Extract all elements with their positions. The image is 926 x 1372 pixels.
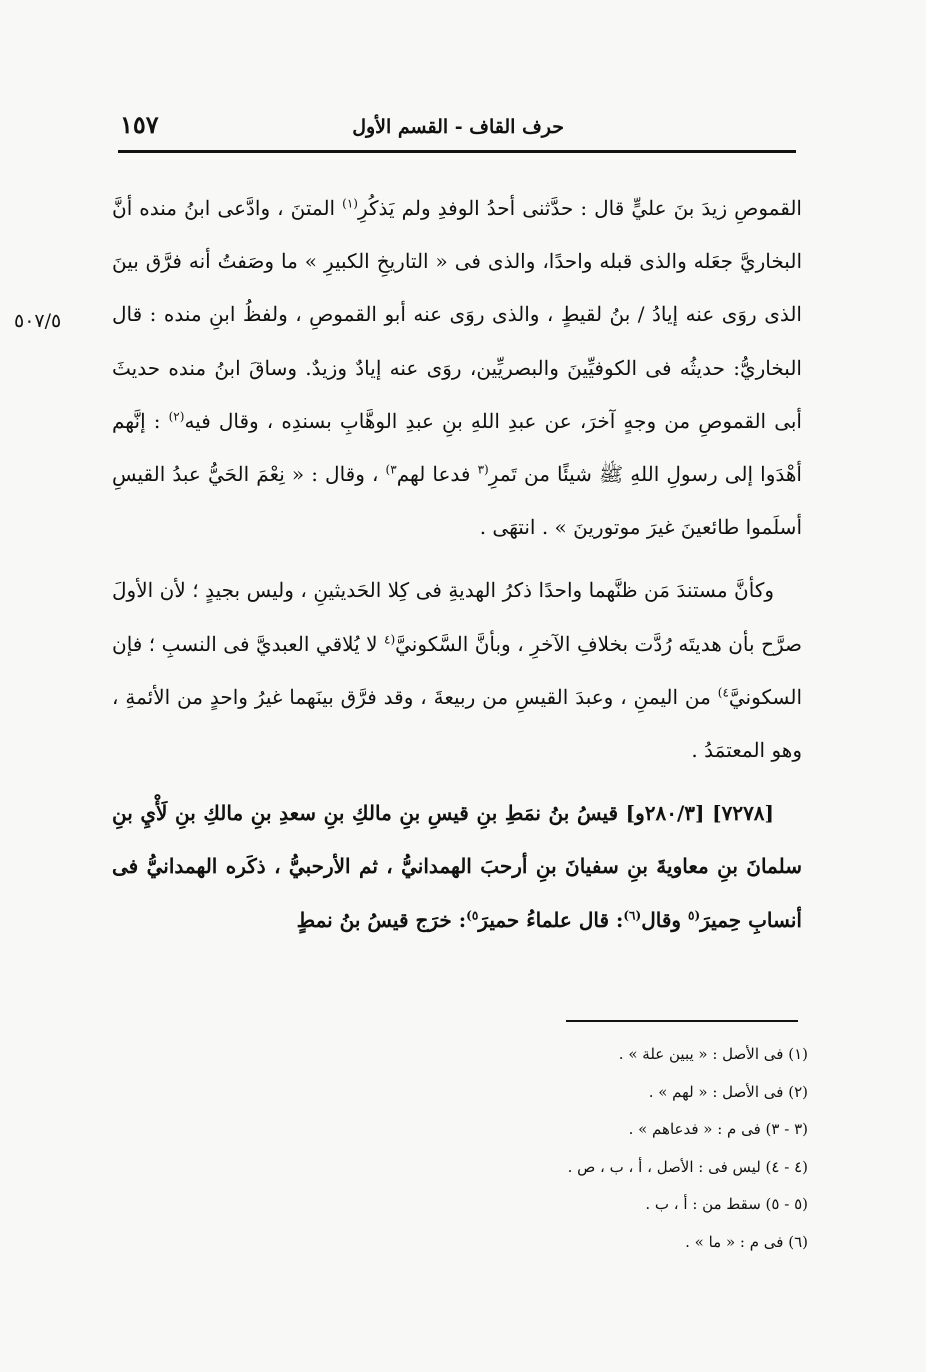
footnote-rule <box>566 1020 798 1022</box>
footnotes <box>430 1036 808 1262</box>
footnote-marker: (٦) <box>623 907 642 922</box>
paragraph-1 <box>112 182 802 554</box>
text-segment: وقال <box>641 907 688 932</box>
margin-reference: ٥٠٧/٥ <box>14 310 62 332</box>
footnote-marker: ٤) <box>717 685 729 700</box>
footnote-1: (١) فى الأصل : « يبين علة » . <box>618 1045 808 1063</box>
footnote-6: (٦) فى م : « ما » . <box>685 1232 808 1251</box>
footnote-marker: ٥) <box>466 907 479 922</box>
footnote-marker: (٤ <box>384 631 396 646</box>
running-header <box>118 108 796 152</box>
text-segment: من اليمنِ ، وعبدَ القيسِ من ربيعةَ ، وقد فرَّق بينَهما غيرُ واحدٍ من الأئمةِ ، وهو المعتمَدُ . <box>112 684 802 763</box>
footnote-marker: ٣) <box>385 462 397 477</box>
footnote-3: (٣ - ٣) فى م : « فدعاهم » . <box>628 1120 808 1139</box>
text-segment: [٧٢٧٨] [٢٨٠/٣و] قيسُ بنُ نمَطِ بنِ قيسِ بنِ مالكِ بنِ سعدِ بنِ مالكِ بنِ لَأْيِ بنِ سلمانَ بنِ معاويةَ بنِ سفيانَ بنِ أرحبَ الهمدانيُّ ، ثم الأرحبيُّ ، ذكَره الهمدانيُّ فى أنسابِ حِميرَ <box>112 801 802 932</box>
footnote-marker: (١) <box>342 196 358 211</box>
text-segment: فدعا لهم <box>396 462 478 487</box>
footnote-marker: (٣ <box>477 462 489 477</box>
text-segment: المتنَ ، وادَّعى ابنُ منده أنَّ البخاريَّ جعَله والذى قبله واحدًا، والذى فى « التاريخِ الكبيرِ » ما وصَفتُ أنه فرَّق بينَ الذى روَى عنه إيادُ / بنُ لقيطٍ ، والذى روَى عنه أبو القموصِ ، ولفظُ ابنِ منده : قال البخاريُّ: حديثُه فى الكوفيِّينَ والبصريِّين، روَى عنه إيادٌ وزيدٌ. وساقَ ابنُ منده حديثَ أبى القموصِ من وجهٍ آخرَ، عن عبدِ اللهِ بنِ عبدِ الوهَّابِ بسندِه ، وقال فيه <box>112 196 802 433</box>
footnote-marker: (٥ <box>688 907 701 922</box>
text-segment: لا يُلاقي العبديَّ فى النسبِ ؛ فإن السكونيَّ <box>112 631 802 709</box>
entry-7278 <box>112 787 802 947</box>
footnote-2: (٢) فى الأصل : « لهم » . <box>648 1082 808 1101</box>
text-segment: : قال علماءُ حميرَ <box>478 907 624 932</box>
header-rule <box>118 150 796 153</box>
main-text <box>112 182 802 947</box>
footnote-5: (٥ - ٥) سقط من : أ ، ب . <box>645 1195 808 1214</box>
running-title: حرف القاف - القسم الأول <box>352 116 564 138</box>
text-segment: وكأنَّ مستندَ مَن ظنَّهما واحدًا ذكرُ الهديةِ فى كِلا الحَديثينِ ، وليس بجيدٍ ؛ لأن الأولَ صرَّح بأن هديتَه رُدَّت بخلافِ الآخرِ ، وبأنَّ السَّكونيَّ <box>112 578 802 656</box>
text-segment: القموصِ زيدَ بنَ عليٍّ قال : حدَّثنى أحدُ الوفدِ ولم يَذكُرِ <box>357 196 802 220</box>
footnote-marker: (٢) <box>168 409 185 424</box>
footnote-4: (٤ - ٤) ليس فى : الأصل ، أ ، ب ، ص . <box>567 1157 808 1176</box>
page-number: ١٥٧ <box>120 110 159 139</box>
text-segment: : خرَج قيسُ بنُ نمطٍ <box>296 907 467 932</box>
paragraph-2 <box>112 564 802 777</box>
text-segment: : إنَّهم أهْدَوا إلى رسولِ اللهِ ﷺ شيئًا من تَمرِ <box>112 408 802 487</box>
text-segment: ، وقال : « نِعْمَ الحَيُّ عبدُ القيسِ أسلَموا طائعينَ غيرَ موتورينَ » . انتهَى . <box>112 462 802 540</box>
